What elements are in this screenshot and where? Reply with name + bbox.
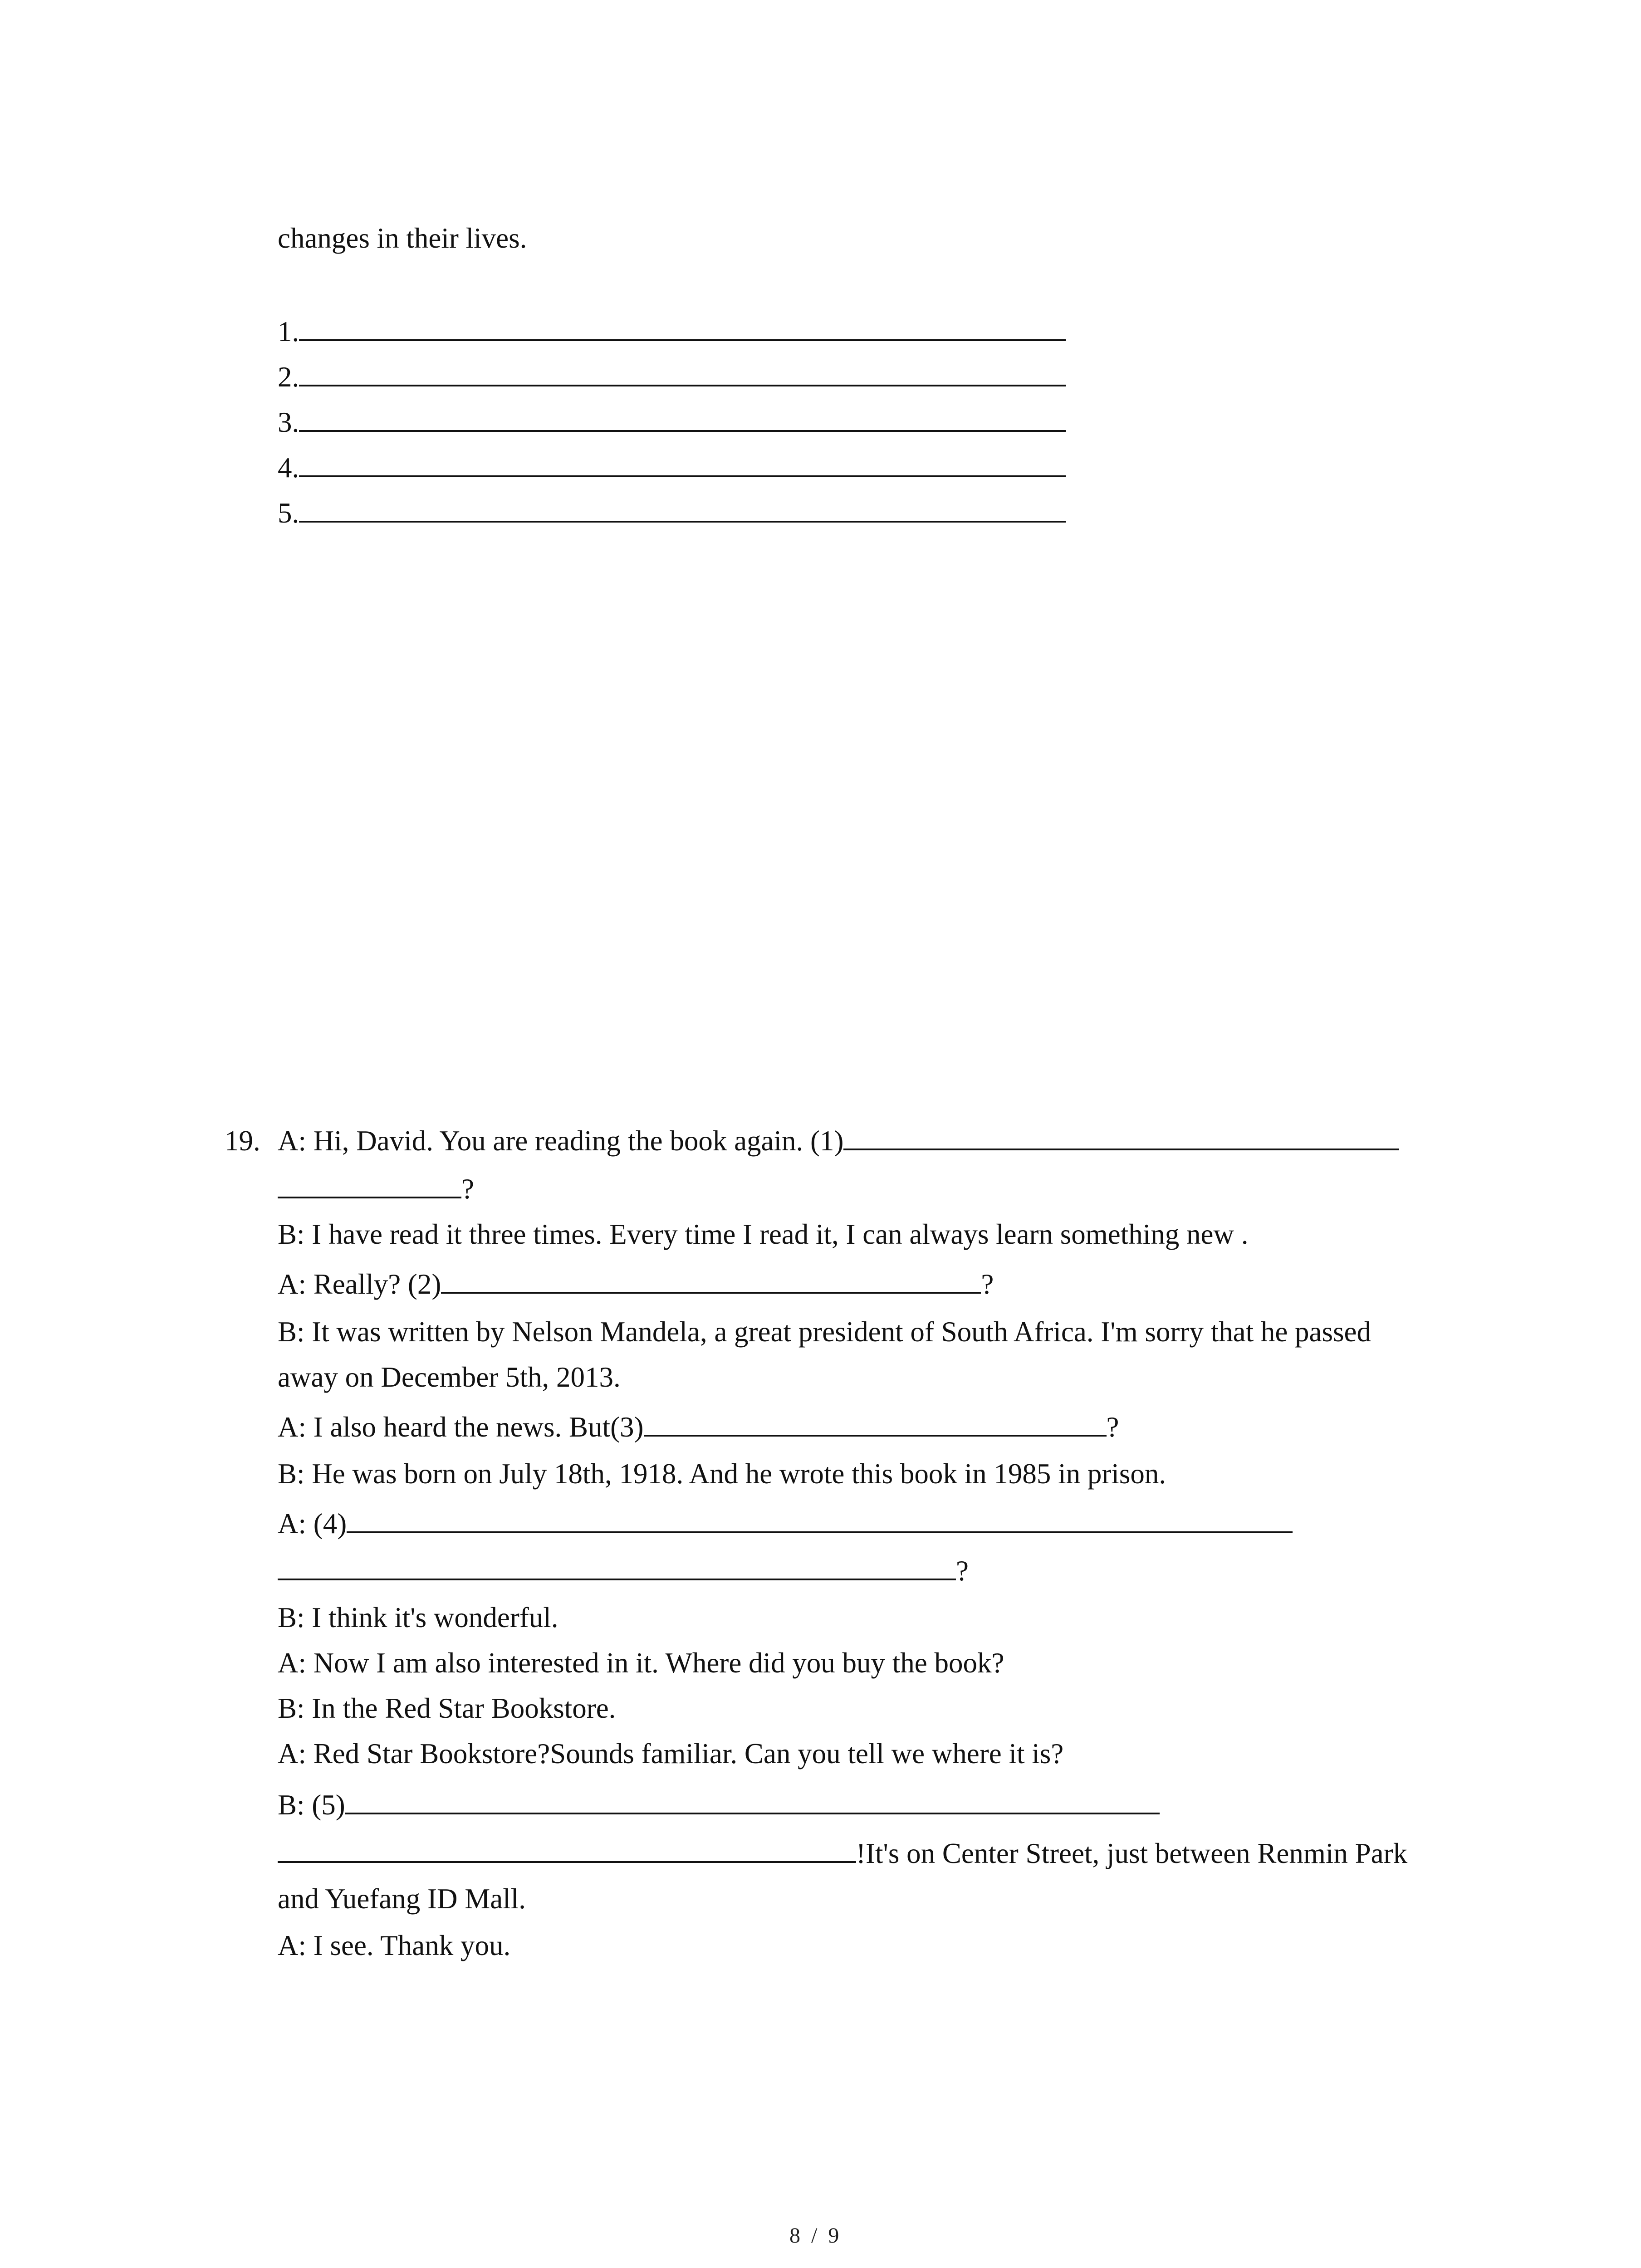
blank-3[interactable] — [644, 1413, 1107, 1437]
dialogue-line-15: B: (5) — [278, 1791, 1160, 1819]
continuation-text: changes in their lives. — [278, 222, 527, 254]
blank-2[interactable] — [441, 1270, 981, 1294]
dialogue-line-18: A: I see. Thank you. — [278, 1930, 511, 1961]
dialogue-line-3: B: I have read it three times. Every time I read it, I can always learn something new . — [278, 1218, 1249, 1250]
dialogue-line-5: B: It was written by Nelson Mandela, a great president of South Africa. I'm sorry that he passed — [278, 1316, 1371, 1348]
answer-line-3[interactable] — [278, 408, 1066, 437]
dialogue-line-14: A: Red Star Bookstore?Sounds familiar. Can you tell we where it is? — [278, 1738, 1064, 1769]
question-number: 19. — [225, 1125, 260, 1157]
answer-blank[interactable] — [299, 363, 1066, 386]
dialogue-line-7: A: I also heard the news. But(3) ? — [278, 1411, 1119, 1443]
answer-line-number: 2. — [278, 361, 299, 393]
blank-4[interactable] — [347, 1510, 1293, 1533]
dialogue-line-11: B: I think it's wonderful. — [278, 1602, 558, 1633]
dialogue-line-17: and Yuefang ID Mall. — [278, 1883, 526, 1915]
answer-blank[interactable] — [299, 499, 1066, 523]
dialogue-line-2: ? — [278, 1175, 474, 1203]
answer-line-number: 1. — [278, 316, 299, 347]
answer-line-4[interactable] — [278, 454, 1066, 482]
dialogue-line-4: A: Really? (2) ? — [278, 1268, 994, 1300]
answer-blank[interactable] — [299, 408, 1066, 432]
blank-5[interactable] — [345, 1791, 1160, 1814]
dialogue-line-13: B: In the Red Star Bookstore. — [278, 1692, 616, 1724]
answer-blank[interactable] — [299, 454, 1066, 477]
answer-line-number: 5. — [278, 497, 299, 529]
dialogue-line-8: B: He was born on July 18th, 1918. And he wrote this book in 1985 in prison. — [278, 1458, 1166, 1490]
answer-line-5[interactable] — [278, 499, 1066, 528]
blank-5-continued[interactable] — [278, 1839, 856, 1863]
blank-4-continued[interactable] — [278, 1557, 956, 1580]
dialogue-line-6: away on December 5th, 2013. — [278, 1361, 621, 1393]
answer-blank[interactable] — [299, 318, 1066, 341]
dialogue-line-10: ? — [278, 1557, 969, 1585]
answer-line-1[interactable] — [278, 318, 1066, 346]
answer-line-number: 4. — [278, 452, 299, 484]
dialogue-line-1: A: Hi, David. You are reading the book again. (1) — [278, 1127, 1399, 1155]
answer-line-2[interactable] — [278, 363, 1066, 391]
dialogue-line-9: A: (4) — [278, 1510, 1293, 1538]
answer-line-number: 3. — [278, 406, 299, 438]
blank-1[interactable] — [843, 1127, 1399, 1150]
dialogue-line-16: !It's on Center Street, just between Renmin Park — [278, 1839, 1407, 1868]
page-number: 8 / 9 — [789, 2224, 842, 2248]
dialogue-line-12: A: Now I am also interested in it. Where did you buy the book? — [278, 1647, 1004, 1679]
blank-1-continued[interactable] — [278, 1175, 461, 1198]
